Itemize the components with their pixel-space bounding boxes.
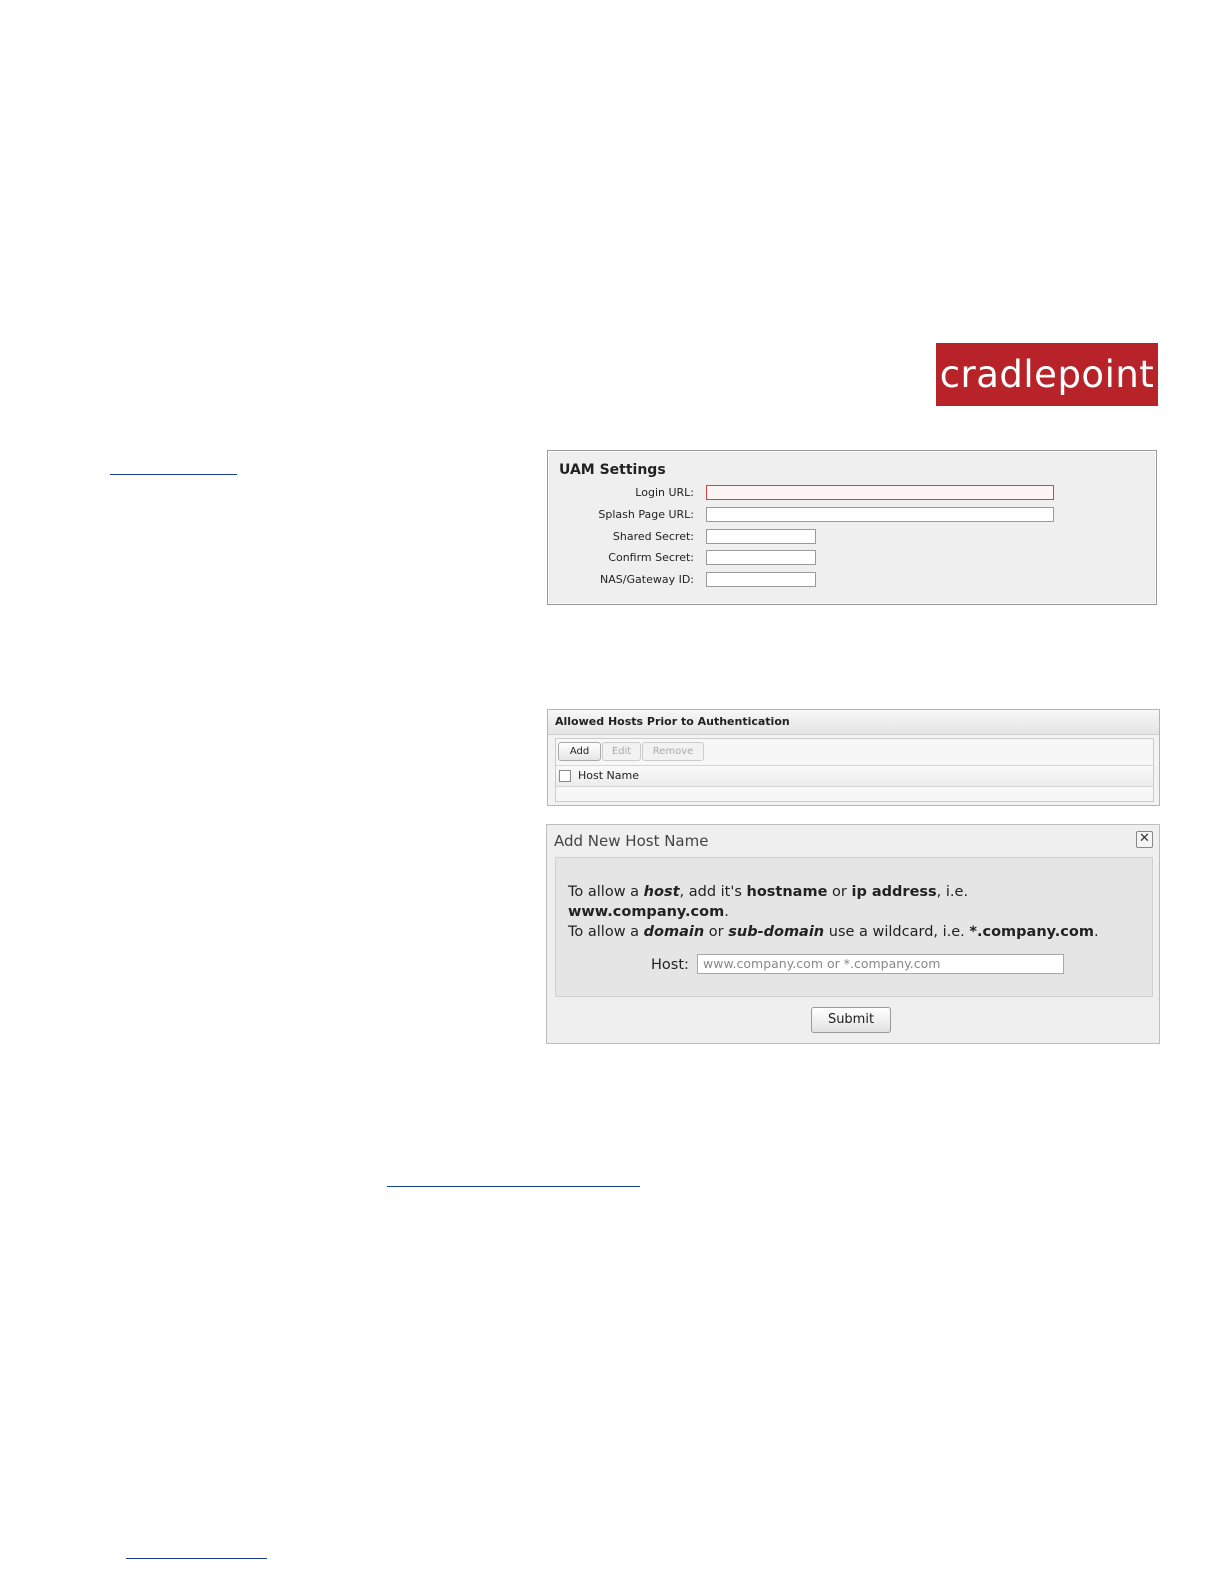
text-fragment: use a wildcard, i.e. [824,924,970,940]
login-url-row [548,485,1148,501]
login-url-label: Login URL: [635,486,694,499]
text-fragment: ip address [851,884,937,900]
text-fragment: www.company.com [568,904,725,920]
nas-gateway-id-row [548,572,1148,588]
text-fragment: , i.e. [936,884,969,900]
add-button[interactable]: Add [558,742,601,761]
text-fragment: sub-domain [728,924,825,940]
cradlepoint-logo [936,343,1158,406]
text-fragment: , add it's [679,884,747,900]
link-underline [110,474,237,475]
instruction-line-2 [568,902,1099,922]
splash-page-url-row [548,507,1148,523]
text-fragment: or [827,884,852,900]
confirm-secret-input[interactable] [706,550,816,565]
allowed-hosts-panel [547,709,1160,806]
text-fragment: host [643,884,680,900]
grid-header [556,765,1153,787]
splash-page-url-input[interactable] [706,507,1054,522]
confirm-secret-row [548,550,1148,566]
text-fragment: hostname [746,884,828,900]
splash-page-url-label: Splash Page URL: [598,508,694,521]
select-all-checkbox[interactable] [559,770,571,782]
text-fragment: . [1093,924,1099,940]
dialog-body [555,857,1153,997]
remove-button[interactable]: Remove [642,742,704,761]
text-fragment: or [704,924,729,940]
instruction-line-3 [568,922,1099,942]
uam-settings-title: UAM Settings [559,462,666,478]
dialog-title: Add New Host Name [554,832,709,850]
close-icon[interactable]: ✕ [1136,831,1153,848]
submit-button[interactable]: Submit [811,1007,891,1033]
host-name-column-header[interactable]: Host Name [578,769,639,782]
allowed-hosts-title: Allowed Hosts Prior to Authentication [548,710,1159,735]
shared-secret-input[interactable] [706,529,816,544]
link-underline [126,1558,267,1559]
add-host-dialog [546,824,1160,1044]
text-fragment: To allow a [568,924,644,940]
text-fragment: To allow a [568,884,644,900]
nas-gateway-id-label: NAS/Gateway ID: [600,573,694,586]
edit-button[interactable]: Edit [602,742,641,761]
shared-secret-label: Shared Secret: [612,530,694,543]
nas-gateway-id-input[interactable] [706,572,816,587]
dialog-instructions [568,882,1099,942]
text-fragment: *.company.com [969,924,1094,940]
link-underline [387,1186,640,1187]
confirm-secret-label: Confirm Secret: [608,551,694,564]
text-fragment: domain [643,924,705,940]
allowed-hosts-grid [555,738,1154,802]
host-label: Host: [651,957,689,973]
uam-settings-panel [547,450,1157,605]
host-input[interactable]: www.company.com or *.company.com [697,954,1064,974]
shared-secret-row [548,529,1148,545]
text-fragment: . [724,904,729,920]
logo-text: cradlepoint [939,353,1155,396]
login-url-input[interactable] [706,485,1054,500]
instruction-line-1 [568,882,1099,902]
